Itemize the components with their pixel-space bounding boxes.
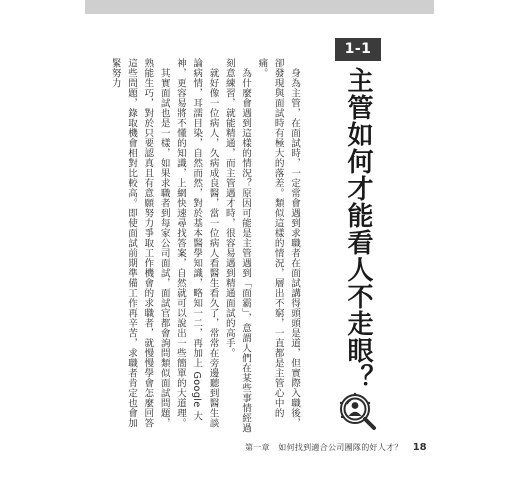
page-footer [245, 440, 427, 454]
page-header-tab [85, 0, 434, 14]
body-paragraph: 就好像一位病人，久病成良醫，當一位病人看醫生看久了，常常在旁邊聽到醫生談論病情，耳濡目染，自然而然，對於基本醫學知識，略知一二，再加上 Google 大神，更容易將不懂的知識，上網快速尋找答案，自然就可以說出一些簡單的大道理。 [174, 58, 219, 428]
footer-chapter-label: 第一章 如何找到適合公司團隊的好人才？ [245, 442, 403, 452]
body-text [109, 58, 302, 434]
body-paragraph: 身為主管，在面試時，一定常會遇到求職者在面試講得頭頭是道，但實際入職後，卻發現與面試時有極大的落差。類似這樣的情況，層出不窮，一直都是主管心中的痛。 [256, 58, 300, 428]
body-paragraph: 其實面試也是一樣，如果求職者到每家公司面試，面試官都會詢問類似面試問題，熟能生巧，對於只要認真且有意願努力爭取工作機會的求職者，就慢慢學會怎麼回答這些問題，錄取機會相對比較高。即使面試前期準備工作再辛苦，求職者肯定也會加緊努力 [109, 58, 170, 428]
chapter-title: 主管如何才能看人不走眼？ [343, 67, 373, 391]
magnifier-person-icon [336, 391, 378, 433]
page-number: 18 [412, 441, 427, 453]
chapter-number-badge: 1-1 [335, 38, 381, 61]
body-paragraph: 為什麼會遇到這樣的情況？原因可能是主管遇到「面霸」，意謂人們在某些事情經過刻意練習，就能精通，而主管遇才時，很容易遇到精通面試的高手。 [223, 58, 252, 433]
